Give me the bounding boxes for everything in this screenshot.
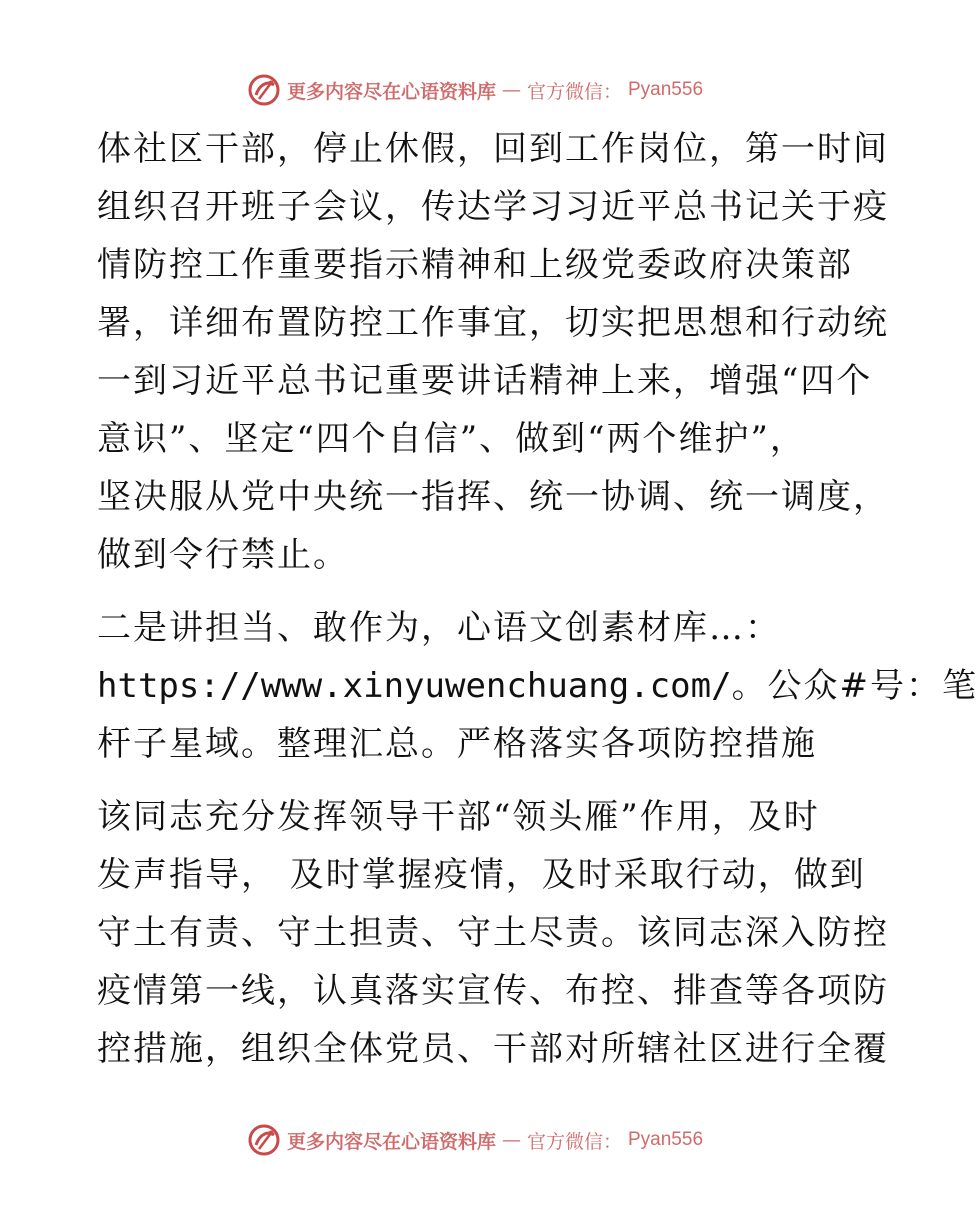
text-segment: 。公众#号：笔 [731, 666, 978, 706]
text-line: 体社区干部，停止休假，回到工作岗位，第一时间 [97, 129, 889, 169]
xinyu-logo-icon [247, 73, 281, 107]
text-line: 意识”、坚定“四个自信”、做到“两个维护”， [97, 419, 806, 459]
page-header [0, 70, 950, 110]
header-wechat-label: 官方微信： [526, 80, 622, 103]
text-line: 该同志充分发挥领导干部“领头雁”作用，及时 [97, 797, 820, 837]
text-line: 组织召开班子会议，传达学习习近平总书记关于疫 [97, 187, 889, 227]
paragraph-2 [97, 599, 978, 773]
text-line: 情防控工作重要指示精神和上级党委政府决策部 [97, 245, 853, 285]
document-body [97, 120, 978, 1078]
footer-site-text: 更多内容尽在心语资料库 [286, 1130, 496, 1153]
paragraph-3 [97, 788, 889, 1078]
text-line: 控措施，组织全体党员、干部对所辖社区进行全覆 [97, 1029, 889, 1069]
text-line-with-url [97, 657, 978, 715]
text-line: 二是讲担当、敢作为，心语文创素材库…： [97, 608, 781, 648]
footer-banner [247, 1123, 703, 1157]
footer-dash: — [501, 1129, 521, 1151]
page-footer [0, 1120, 950, 1160]
footer-wechat-label: 官方微信： [526, 1130, 622, 1153]
text-line: 发声指导， 及时掌握疫情，及时采取行动，做到 [97, 855, 866, 895]
header-banner [247, 73, 703, 107]
text-line: 一到习近平总书记重要讲话精神上来，增强“四个 [97, 361, 873, 401]
text-line: 署，详细布置防控工作事宜，切实把思想和行动统 [97, 303, 889, 343]
text-line: 做到令行禁止。 [97, 535, 349, 575]
footer-wechat-id: Pyan556 [628, 1129, 704, 1150]
text-line: 杆子星域。整理汇总。严格落实各项防控措施 [97, 724, 817, 764]
xinyu-logo-icon [247, 1123, 281, 1157]
text-line: 疫情第一线，认真落实宣传、布控、排查等各项防 [97, 971, 889, 1011]
header-wechat-id: Pyan556 [628, 79, 704, 100]
header-dash: — [501, 79, 521, 101]
header-site-text: 更多内容尽在心语资料库 [286, 80, 496, 103]
text-line: 坚决服从党中央统一指挥、统一协调、统一调度， [97, 477, 889, 517]
text-line: 守土有责、守土担责、守土尽责。该同志深入防控 [97, 913, 889, 953]
paragraph-1 [97, 120, 889, 584]
site-url: https://www.xinyuwenchuang.com/ [97, 666, 732, 706]
